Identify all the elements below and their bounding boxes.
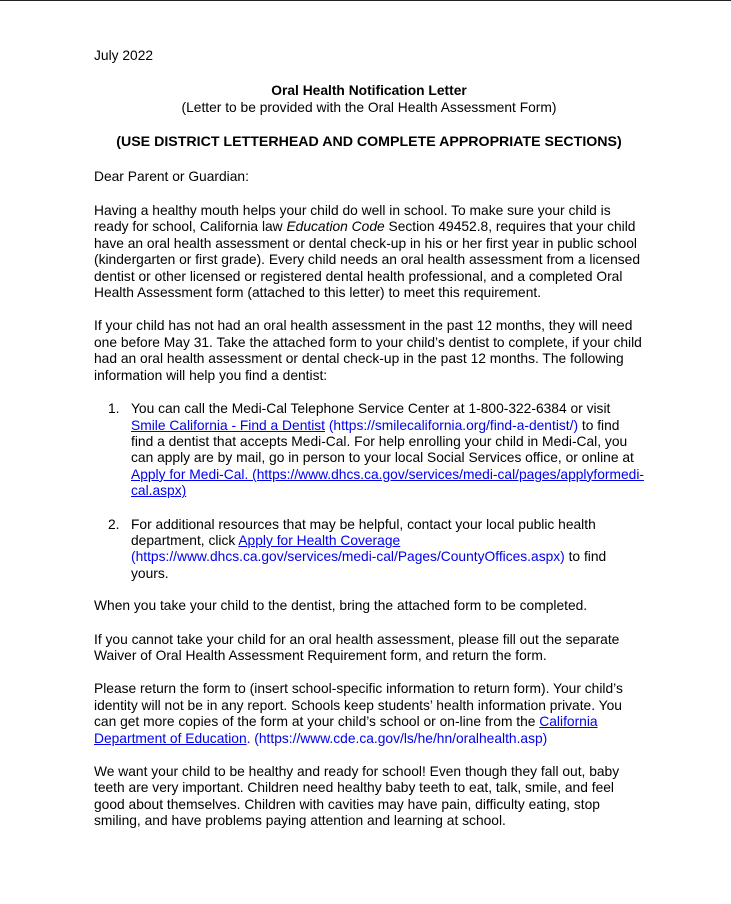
education-code-emphasis: Education Code — [286, 219, 385, 235]
letter-subtitle: (Letter to be provided with the Oral Health Assessment Form) — [181, 99, 557, 115]
letter-title: Oral Health Notification Letter — [271, 83, 467, 99]
greeting: Dear Parent or Guardian: — [94, 168, 249, 184]
smile-california-url: (https://smilecalifornia.org/find-a-dentist/) — [325, 417, 579, 433]
letter-date: July 2022 — [94, 48, 154, 63]
paragraph-closing: We want your child to be healthy and ready for school! Even though they fall out, baby teeth are very important. Children need healthy baby teeth to eat, talk, smile, and feel good about themselves. Children with cavities may have pain, difficulty eating, stop smiling, and have problems paying attention and learning at school. — [94, 764, 620, 829]
paragraph-requirement-text-a: Having a healthy mouth helps your child do well in school. To make sure your child is ready for school, California law — [94, 203, 611, 235]
list-number: 2. — [108, 516, 120, 532]
page-top-border — [0, 0, 731, 1]
paragraph-requirement-text-b: Section 49452.8, requires that your child have an oral health assessment or dental check-up in his or her first year in public school (kindergarten or first grade). Every child needs an oral health assessment from a licensed dentist or other licensed or registered dental health professional, and a completed Oral Health Assessment form (attached to this letter) to meet this requirement. — [94, 219, 641, 301]
list-item-text: to find find a dentist that accepts Medi-Cal. For help enrolling your child in Medi-Cal, you can apply are by mail, go in person to your local Social Services office, or online at — [131, 417, 634, 466]
paragraph-bring-form: When you take your child to the dentist, bring the attached form to be completed. — [94, 598, 588, 614]
list-item — [94, 401, 644, 499]
paragraph-return-form — [94, 681, 644, 747]
smile-california-link[interactable]: Smile California - Find a Dentist — [131, 417, 325, 433]
list-item — [94, 517, 644, 583]
apply-health-coverage-link[interactable]: Apply for Health Coverage — [238, 532, 401, 548]
letterhead-instruction: (USE DISTRICT LETTERHEAD AND COMPLETE APPROPRIATE SECTIONS) — [116, 134, 622, 151]
list-item-text: For additional resources that may be helpful, contact your local public health department, click — [131, 516, 596, 548]
county-offices-url: (https://www.dhcs.ca.gov/services/medi-cal/Pages/CountyOffices.aspx) — [131, 549, 565, 565]
cde-url: . (https://www.cde.ca.gov/ls/he/hn/oralhealth.asp) — [246, 730, 548, 746]
list-item-text: You can call the Medi-Cal Telephone Service Center at 1-800-322-6384 or visit — [131, 401, 611, 417]
paragraph-waiver: If you cannot take your child for an oral health assessment, please fill out the separate Waiver of Oral Health Assessment Requirement form, and return the form. — [94, 631, 620, 663]
cde-link[interactable]: California Department of Education — [94, 714, 598, 746]
list-number: 1. — [108, 401, 120, 417]
list-item-text: to find yours. — [131, 549, 607, 581]
apply-medi-cal-link[interactable]: Apply for Medi-Cal. (https://www.dhcs.ca.gov/services/medi-cal/pages/applyformedi-cal.aspx) — [131, 466, 644, 499]
dentist-resources-list — [94, 401, 644, 582]
letter-page — [94, 48, 644, 847]
paragraph-return-text-a: Please return the form to (insert school-specific information to return form). Your child’s identity will not be in any report. Schools keep students’ health information private. You can get more copies of the form at your child’s school or on-line from the — [94, 681, 623, 730]
paragraph-deadline: If your child has not had an oral health assessment in the past 12 months, they will need one before May 31. Take the attached form to your child’s dentist to complete, if your child had an oral health assessment or dental check-up in the past 12 months. The following information will help you find a dentist: — [94, 318, 642, 383]
paragraph-requirement — [94, 203, 644, 301]
